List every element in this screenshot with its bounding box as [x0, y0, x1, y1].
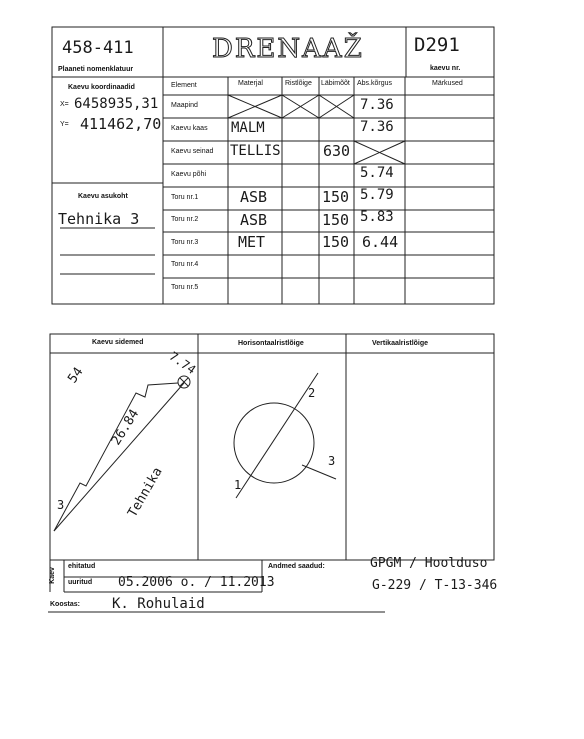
row-materjal: ASB	[240, 188, 268, 206]
pipe-number-2: 2	[308, 386, 316, 400]
row-element: Toru nr.5	[171, 284, 199, 291]
header-markused: Märkused	[432, 80, 463, 87]
row-abs: 6.44	[362, 233, 399, 251]
location-value: Tehnika 3	[58, 210, 140, 228]
footer-surveyed-label: uuritud	[68, 579, 93, 586]
row-element: Toru nr.4	[171, 261, 199, 268]
row-element: Toru nr.3	[171, 239, 199, 246]
header-abs: Abs.kõrgus	[357, 80, 393, 87]
footer-compiled-label: Koostas:	[50, 601, 80, 608]
pipe-line	[236, 373, 318, 498]
boundary-line	[54, 383, 178, 531]
row-element: Toru nr.1	[171, 194, 199, 201]
coords-x-prefix: X=	[60, 101, 69, 108]
row-materjal: TELLIS	[230, 143, 281, 159]
dim-2684: 26.84	[108, 406, 143, 449]
dim-774: 7.74	[166, 348, 199, 378]
row-labimoot: 150	[322, 233, 350, 251]
horizontal-section	[198, 353, 346, 560]
row-element: Toru nr.2	[171, 216, 199, 223]
row-abs: 7.36	[360, 119, 394, 135]
header-materjal: Materjal	[238, 80, 263, 87]
col-label-vertikaal: Vertikaalristlõige	[372, 340, 429, 347]
top-form	[0, 0, 584, 320]
col-label-sidemed: Kaevu sidemed	[92, 339, 144, 346]
row-abs: 5.79	[360, 187, 394, 203]
row-element: Kaevu kaas	[171, 125, 208, 132]
row-materjal: MALM	[231, 120, 265, 136]
street-label: Tehnika	[125, 465, 166, 520]
row-element: Maapind	[171, 102, 198, 109]
row-abs: 7.36	[360, 97, 394, 113]
well-number-value: D291	[414, 34, 460, 56]
footer-side-label: Kaev	[48, 567, 56, 584]
sheet-number-value: 458-411	[62, 38, 134, 58]
well-number-label: kaevu nr.	[430, 65, 461, 72]
footer-compiled-value: K. Rohulaid	[112, 596, 205, 612]
row-labimoot: 150	[322, 188, 350, 206]
header-element: Element	[171, 82, 197, 89]
pipe-number-1: 1	[234, 478, 242, 492]
pipe-number-3-circle: 3	[328, 454, 336, 468]
dim-54: 54	[65, 364, 87, 387]
document-title: DRENAAŽ	[212, 34, 364, 64]
coords-label: Kaevu koordinaadid	[68, 84, 135, 91]
row-element: Kaevu põhi	[171, 171, 207, 178]
row-materjal: ASB	[240, 211, 268, 229]
well-circle	[234, 403, 314, 483]
footer-surveyed-value: 05.2006 o. / 11.2013	[118, 575, 275, 590]
row-materjal: MET	[238, 233, 266, 251]
pipe-number-3: 3	[57, 498, 65, 512]
footer-source-label: Andmed saadud:	[268, 563, 325, 570]
connections-sketch	[50, 353, 198, 560]
coords-y-prefix: Y=	[60, 121, 69, 128]
header-ristloige: Ristlõige	[285, 80, 312, 87]
row-abs: 5.74	[360, 165, 394, 181]
row-labimoot: 630	[323, 142, 351, 160]
footer-built-label: ehitatud	[68, 563, 96, 570]
row-labimoot: 150	[322, 211, 350, 229]
coords-y-value: 411462,70	[80, 115, 162, 133]
coords-x-value: 6458935,31	[74, 96, 159, 112]
footer-source-value-1: GPGM / Hoolduso	[370, 556, 488, 571]
row-element: Kaevu seinad	[171, 148, 214, 155]
col-label-horisontaal: Horisontaalristlõige	[238, 340, 304, 347]
row-abs: 5.83	[360, 209, 394, 225]
sheet-number-label: Plaaneti nomenklatuur	[58, 66, 134, 73]
header-labimoot: Läbimõõt	[321, 80, 350, 87]
footer-source-value-2: G-229 / T-13-346	[372, 578, 498, 593]
pipe-line	[54, 383, 184, 531]
location-label: Kaevu asukoht	[78, 193, 128, 200]
bottom-form	[0, 320, 584, 630]
